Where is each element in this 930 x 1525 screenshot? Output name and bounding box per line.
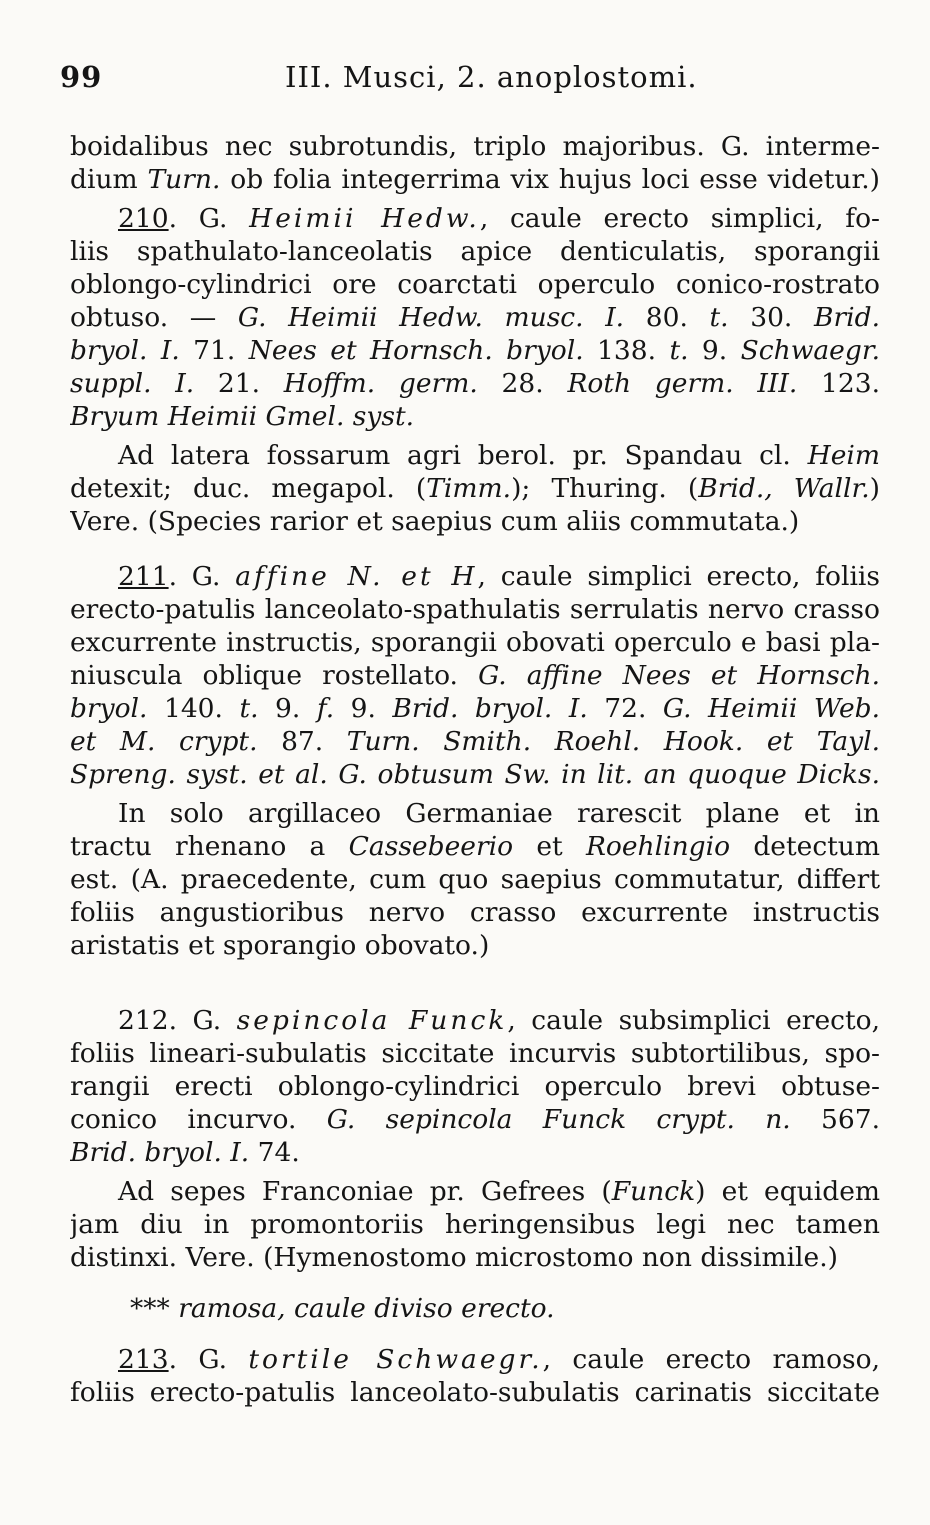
text-line: bryol. I. 71. Nees et Hornsch. bryol. 138. t. 9. Schwaegr. — [70, 335, 880, 366]
page-body — [70, 130, 880, 1409]
text-line: Vere. (Species rarior et saepius cum aliis commutata.) — [70, 506, 800, 537]
running-title: III. Musci, 2. anoplostomi. — [285, 60, 698, 94]
text-line: Ad sepes Franconiae pr. Gefrees (Funck) et equidem — [118, 1176, 880, 1207]
text-line: aristatis et sporangio obovato.) — [70, 930, 490, 961]
text-line: detexit; duc. megapol. (Timm.); Thuring. (Brid., Wallr.) — [70, 473, 880, 504]
text-line: foliis erecto-patulis lanceolato-subulatis carinatis siccitate — [70, 1377, 880, 1408]
text-line: tractu rhenano a Cassebeerio et Roehlingio detectum — [70, 831, 880, 862]
text-line: obtuso. — G. Heimii Hedw. musc. I. 80. t. 30. Brid. — [70, 302, 880, 333]
text-line: oblongo-cylindrici ore coarctati operculo conico-rostrato — [70, 269, 880, 300]
text-line: foliis lineari-subulatis siccitate incurvis subtortilibus, spo- — [70, 1038, 880, 1069]
text-line: liis spathulato-lanceolatis apice denticulatis, sporangii — [70, 236, 880, 267]
text-line: est. (A. praecedente, cum quo saepius commutatur, differt — [70, 864, 880, 895]
entry-213-heading: 213. G. tortile Schwaegr., caule erecto ramoso, — [118, 1344, 880, 1375]
species-name: Heimii Hedw. — [249, 203, 480, 234]
section-heading: *** ramosa, caule diviso erecto. — [130, 1293, 555, 1324]
entry-number: 210 — [118, 203, 169, 234]
text-line: jam diu in promontoriis heringensibus legi nec tamen — [70, 1209, 880, 1240]
species-name: sepincola Funck — [236, 1005, 508, 1036]
entry-number: 211 — [118, 561, 169, 592]
entry-211-heading: 211. G. affine N. et H, caule simplici erecto, foliis — [118, 561, 880, 592]
text-line: Ad latera fossarum agri berol. pr. Spandau cl. Heim — [118, 440, 880, 471]
text-line: erecto-patulis lanceolato-spathulatis serrulatis nervo crasso — [70, 594, 880, 625]
text-line: niuscula oblique rostellato. G. affine Nees et Hornsch. — [70, 660, 880, 691]
entry-210-heading: 210. G. Heimii Hedw., caule erecto simplici, fo- — [118, 203, 880, 234]
running-header — [60, 60, 870, 100]
species-name: tortile Schwaegr. — [248, 1344, 543, 1375]
text-line: Brid. bryol. I. 74. — [70, 1137, 300, 1168]
text-line: suppl. I. 21. Hoffm. germ. 28. Roth germ. III. 123. — [70, 368, 880, 399]
text-line: foliis angustioribus nervo crasso excurrente instructis — [70, 897, 880, 928]
text-line: excurrente instructis, sporangii obovati operculo e basi pla- — [70, 627, 880, 658]
text-line: dium Turn. ob folia integerrima vix hujus loci esse videtur.) — [70, 164, 880, 195]
text-line: conico incurvo. G. sepincola Funck crypt. n. 567. — [70, 1104, 880, 1135]
entry-212-heading: 212. G. sepincola Funck, caule subsimplici erecto, — [118, 1005, 880, 1036]
species-name: affine N. et H — [235, 561, 478, 592]
text-line: distinxi. Vere. (Hymenostomo microstomo non dissimile.) — [70, 1242, 838, 1273]
text-line: et M. crypt. 87. Turn. Smith. Roehl. Hook. et Tayl. — [70, 726, 880, 757]
text-line: rangii erecti oblongo-cylindrici operculo brevi obtuse- — [70, 1071, 880, 1102]
text-line: bryol. 140. t. 9. f. 9. Brid. bryol. I. 72. G. Heimii Web. — [70, 693, 880, 724]
entry-number: 213 — [118, 1344, 169, 1375]
text-line: boidalibus nec subrotundis, triplo majoribus. G. interme- — [70, 131, 880, 162]
text-line: Bryum Heimii Gmel. syst. — [70, 401, 415, 432]
text-line: In solo argillaceo Germaniae rarescit plane et in — [118, 798, 880, 829]
page-number: 99 — [60, 60, 103, 94]
text-line: Spreng. syst. et al. G. obtusum Sw. in lit. an quoque Dicks. — [70, 759, 880, 790]
